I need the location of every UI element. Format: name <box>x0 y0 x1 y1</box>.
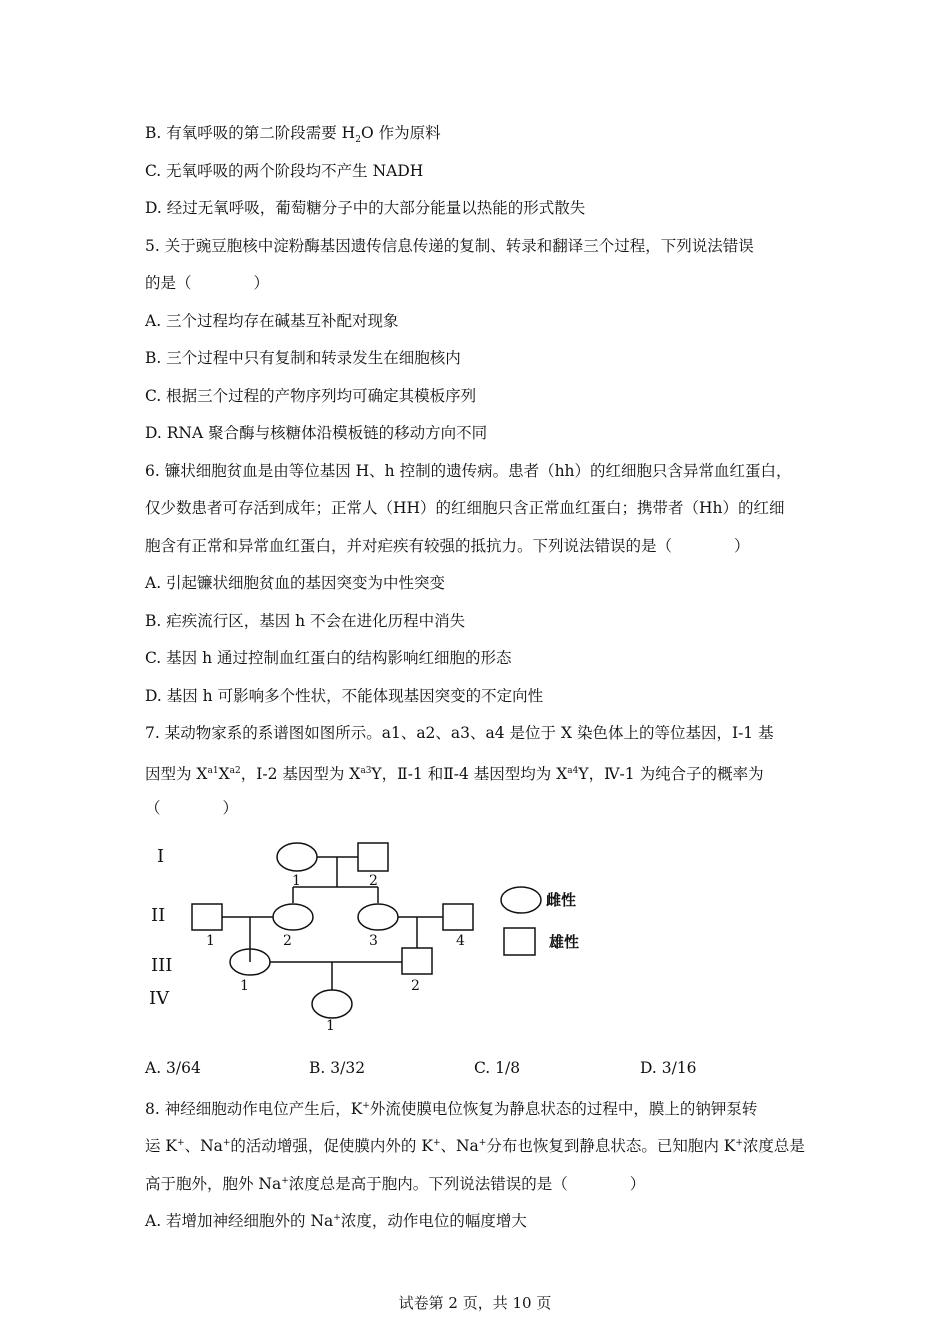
q7-option-d: D. 3/16 <box>640 1059 697 1077</box>
pedigree-number: 1 <box>326 1018 335 1034</box>
q6-stem-line1: 6. 镰状细胞贫血是由等位基因 H、h 控制的遗传病。患者（hh）的红细胞只含异常血红蛋白， <box>145 462 792 480</box>
pedigree-number: 1 <box>240 978 249 994</box>
pedigree-number: 1 <box>292 873 301 889</box>
pedigree-male-I-2 <box>358 843 388 871</box>
pedigree-number: 2 <box>283 933 292 949</box>
pedigree-female-IV-1 <box>312 990 352 1018</box>
q8-stem-line2: 运 K+、Na+的活动增强，促使膜内外的 K+、Na+分布也恢复到静息状态。已知胞内 K+浓度总是 <box>145 1137 805 1156</box>
pedigree-female-II-3 <box>358 904 398 930</box>
q6-option-a: A. 引起镰状细胞贫血的基因突变为中性突变 <box>145 574 446 592</box>
q4-option-b: B. 有氧呼吸的第二阶段需要 $H_2O$ 作为原料 <box>145 124 441 146</box>
q4-option-d: D. 经过无氧呼吸，葡萄糖分子中的大部分能量以热能的形式散失 <box>145 199 586 217</box>
pedigree-number: 2 <box>369 873 378 889</box>
legend-male-symbol <box>504 928 535 955</box>
q7-stem-line2: 因型为 $X^{a1}X^{a2}$，Ⅰ-2 基因型为 $X^{a3}Y$，Ⅱ-1 和Ⅱ-4 基因型均为 $X^{a4}Y$，Ⅳ-1 为纯合子的概率为 <box>145 765 764 784</box>
q5-option-a: A. 三个过程均存在碱基互补配对现象 <box>145 312 399 330</box>
pedigree-number: 2 <box>411 978 420 994</box>
q4-option-c: C. 无氧呼吸的两个阶段均不产生 NADH <box>145 162 424 180</box>
pedigree-male-II-4 <box>443 904 473 930</box>
legend-female-symbol <box>501 887 541 913</box>
q5-stem-line2: 的是（ ） <box>145 274 270 292</box>
q6-option-c: C. 基因 h 通过控制血红蛋白的结构影响红细胞的形态 <box>145 649 512 667</box>
page-footer: 试卷第 2 页，共 10 页 <box>398 1294 552 1312</box>
q5-option-b: B. 三个过程中只有复制和转录发生在细胞核内 <box>145 349 461 367</box>
q8-option-a: A. 若增加神经细胞外的 Na+浓度，动作电位的幅度增大 <box>145 1212 527 1231</box>
generation-label-II: II <box>151 905 166 926</box>
q5-stem-line1: 5. 关于豌豆胞核中淀粉酶基因遗传信息传递的复制、转录和翻译三个过程，下列说法错误 <box>145 237 754 255</box>
q7-option-a: A. 3/64 <box>145 1059 201 1077</box>
generation-label-III: III <box>151 955 173 976</box>
pedigree-female-I-1 <box>277 843 317 871</box>
q7-stem-line1: 7. 某动物家系的系谱图如图所示。a1、a2、a3、a4 是位于 X 染色体上的等位基因，Ⅰ-1 基 <box>145 724 774 742</box>
q8-stem-line1: 8. 神经细胞动作电位产生后，K+外流使膜电位恢复为静息状态的过程中，膜上的钠钾泵转 <box>145 1100 758 1119</box>
q6-option-d: D. 基因 h 可影响多个性状，不能体现基因突变的不定向性 <box>145 687 544 705</box>
pedigree-number: 1 <box>206 933 215 949</box>
q7-option-b: B. 3/32 <box>309 1059 366 1077</box>
q6-stem-line2: 仅少数患者可存活到成年；正常人（HH）的红细胞只含正常血红蛋白；携带者（Hh）的红细 <box>145 499 785 517</box>
q5-option-c: C. 根据三个过程的产物序列均可确定其模板序列 <box>145 387 477 405</box>
pedigree-male-III-2 <box>402 948 432 974</box>
q8-stem-line3: 高于胞外，胞外 Na+浓度总是高于胞内。下列说法错误的是（ ） <box>145 1175 646 1194</box>
q5-option-d: D. RNA 聚合酶与核糖体沿模板链的移动方向不同 <box>145 424 488 442</box>
q6-stem-line3: 胞含有正常和异常血红蛋白，并对疟疾有较强的抵抗力。下列说法错误的是（ ） <box>145 537 750 555</box>
pedigree-number: 3 <box>369 933 378 949</box>
generation-label-IV: IV <box>149 988 170 1009</box>
pedigree-diagram <box>140 830 620 1040</box>
q7-option-c: C. 1/8 <box>474 1059 521 1077</box>
legend-male-label: 雄性 <box>549 933 580 951</box>
q7-stem-line3: （ ） <box>145 799 239 817</box>
legend-female-label: 雌性 <box>546 891 577 909</box>
pedigree-number: 4 <box>456 933 465 949</box>
pedigree-female-II-2 <box>273 904 313 930</box>
q6-option-b: B. 疟疾流行区，基因 h 不会在进化历程中消失 <box>145 612 466 630</box>
generation-label-I: I <box>157 846 165 867</box>
pedigree-male-II-1 <box>192 904 222 930</box>
